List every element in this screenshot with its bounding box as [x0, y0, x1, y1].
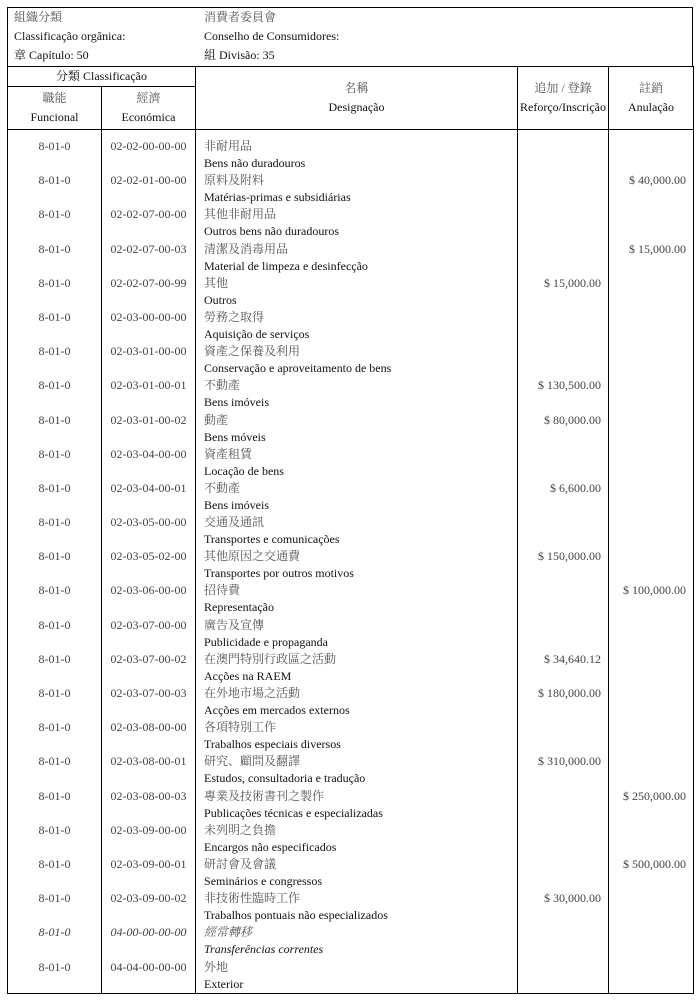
reinforcement-amount: $ 6,600.00	[518, 480, 609, 514]
designation-zh: 未列明之負擔	[204, 822, 277, 837]
reinforcement-amount: $ 15,000.00	[518, 275, 609, 309]
table-row	[8, 480, 694, 514]
designation-zh: 資產租賃	[204, 446, 253, 461]
designation-zh: 各項特別工作	[204, 720, 277, 735]
designation	[196, 617, 518, 651]
reinforcement-amount	[518, 959, 609, 994]
economic-code: 02-02-07-00-99	[102, 275, 196, 309]
table-row	[8, 206, 694, 240]
org-label-pt: Classificação orgânica:	[14, 29, 126, 43]
designation-zh: 研討會及會議	[204, 856, 277, 871]
designation	[196, 309, 518, 343]
cancellation-amount	[609, 719, 694, 753]
reinforcement-amount	[518, 241, 609, 275]
table-row	[8, 172, 694, 206]
table-row	[8, 856, 694, 890]
designation	[196, 206, 518, 240]
designation	[196, 651, 518, 685]
entity-name-zh: 消費者委員會	[204, 10, 277, 24]
economic-code: 02-03-09-00-01	[102, 856, 196, 890]
functional-code: 8-01-0	[8, 206, 102, 240]
cancellation-header: 註銷 Anulação	[609, 67, 694, 130]
designation	[196, 514, 518, 548]
reinforcement-amount	[518, 822, 609, 856]
economic-code: 02-02-07-00-00	[102, 206, 196, 240]
designation	[196, 446, 518, 480]
functional-code: 8-01-0	[8, 582, 102, 616]
designation-pt: Acções na RAEM	[204, 668, 292, 683]
functional-code: 8-01-0	[8, 651, 102, 685]
budget-table	[7, 66, 694, 994]
designation	[196, 582, 518, 616]
cancellation-amount	[609, 685, 694, 719]
table-row	[8, 582, 694, 616]
designation-pt: Aquisição de serviços	[204, 326, 310, 341]
table-row	[8, 924, 694, 958]
designation-zh: 不動產	[204, 378, 241, 393]
table-row	[8, 788, 694, 822]
table-row	[8, 138, 694, 172]
table-row	[8, 241, 694, 275]
designation-pt: Trabalhos especiais diversos	[204, 737, 341, 752]
reinforcement-amount: $ 150,000.00	[518, 548, 609, 582]
designation-zh: 資產之保養及利用	[204, 344, 301, 359]
designation-pt: Conservação e aproveitamento de bens	[204, 361, 392, 376]
functional-code: 8-01-0	[8, 343, 102, 377]
designation-pt: Outros	[204, 292, 237, 307]
entity-name-pt: Conselho de Consumidores:	[204, 29, 340, 43]
designation-zh: 動產	[204, 412, 229, 427]
designation-zh: 專業及技術書刊之製作	[204, 788, 325, 803]
designation-zh: 在澳門特別行政區之活動	[204, 651, 337, 666]
functional-code: 8-01-0	[8, 617, 102, 651]
cancellation-amount	[609, 138, 694, 172]
cancellation-amount	[609, 617, 694, 651]
functional-code: 8-01-0	[8, 241, 102, 275]
reinforcement-amount: $ 180,000.00	[518, 685, 609, 719]
designation-pt: Publicidade e propaganda	[204, 634, 328, 649]
cancellation-amount	[609, 446, 694, 480]
functional-code: 8-01-0	[8, 138, 102, 172]
designation	[196, 138, 518, 172]
economic-code: 02-03-08-00-01	[102, 753, 196, 787]
table-row	[8, 514, 694, 548]
designation	[196, 172, 518, 206]
designation	[196, 377, 518, 411]
economic-code: 02-03-04-00-01	[102, 480, 196, 514]
table-row	[8, 412, 694, 446]
reinforcement-header: 追加 / 登錄 Reforço/Inscrição	[518, 67, 609, 130]
cancellation-amount	[609, 924, 694, 958]
reinforcement-amount: $ 80,000.00	[518, 412, 609, 446]
functional-code: 8-01-0	[8, 172, 102, 206]
cancellation-amount	[609, 377, 694, 411]
reinforcement-amount: $ 30,000.00	[518, 890, 609, 924]
designation-pt: Acções em mercados externos	[204, 703, 350, 717]
table-row	[8, 719, 694, 753]
designation-zh: 其他	[204, 275, 229, 290]
designation-pt: Bens imóveis	[204, 395, 270, 410]
economic-code: 02-03-07-00-00	[102, 617, 196, 651]
designation-zh: 不動產	[204, 480, 241, 495]
cancellation-amount	[609, 480, 694, 514]
cancellation-amount: $ 500,000.00	[609, 856, 694, 890]
designation-header: 名稱 Designação	[196, 67, 518, 130]
cancellation-amount	[609, 890, 694, 924]
economic-code: 02-03-01-00-00	[102, 343, 196, 377]
reinforcement-amount: $ 130,500.00	[518, 377, 609, 411]
designation-pt: Trabalhos pontuais não especializados	[204, 908, 388, 923]
economic-code: 02-03-01-00-01	[102, 377, 196, 411]
designation-zh: 交通及通訊	[204, 515, 265, 530]
designation-pt: Locação de bens	[204, 463, 284, 478]
designation-pt: Encargos não especificados	[204, 839, 337, 854]
economic-code: 02-03-09-00-02	[102, 890, 196, 924]
designation-zh: 原料及附料	[204, 173, 265, 188]
designation-pt: Transportes e comunicações	[204, 532, 340, 547]
economic-code: 02-02-01-00-00	[102, 172, 196, 206]
functional-code: 8-01-0	[8, 788, 102, 822]
table-row	[8, 309, 694, 343]
designation-zh: 非技術性臨時工作	[204, 891, 301, 906]
economic-code: 02-03-08-00-00	[102, 719, 196, 753]
designation	[196, 343, 518, 377]
table-row	[8, 343, 694, 377]
functional-code: 8-01-0	[8, 548, 102, 582]
table-row	[8, 446, 694, 480]
designation-zh: 勞務之取得	[204, 309, 265, 324]
designation-zh: 在外地市場之活動	[204, 686, 301, 700]
reinforcement-amount	[518, 446, 609, 480]
designation	[196, 480, 518, 514]
reinforcement-amount	[518, 719, 609, 753]
economic-code: 02-02-00-00-00	[102, 138, 196, 172]
economic-code: 02-03-07-00-02	[102, 651, 196, 685]
reinforcement-amount	[518, 343, 609, 377]
economic-code: 02-03-00-00-00	[102, 309, 196, 343]
cancellation-amount	[609, 309, 694, 343]
designation	[196, 412, 518, 446]
designation-pt: Representação	[204, 600, 274, 615]
table-row	[8, 548, 694, 582]
designation-pt: Transportes por outros motivos	[204, 566, 354, 581]
economic-header: 經濟 Económica	[102, 87, 196, 130]
division-label: 組 Divisão: 35	[204, 48, 275, 62]
designation	[196, 241, 518, 275]
designation-pt: Exterior	[204, 976, 244, 991]
reinforcement-amount	[518, 924, 609, 958]
designation-pt: Bens móveis	[204, 429, 266, 444]
chapter-label: 章 Capítulo: 50	[14, 48, 89, 62]
functional-code: 8-01-0	[8, 377, 102, 411]
reinforcement-amount	[518, 309, 609, 343]
cancellation-amount	[609, 651, 694, 685]
designation-zh: 其他非耐用品	[204, 207, 277, 222]
economic-code: 02-03-09-00-00	[102, 822, 196, 856]
designation	[196, 685, 518, 719]
designation	[196, 275, 518, 309]
economic-code: 02-03-05-00-00	[102, 514, 196, 548]
table-row	[8, 959, 694, 994]
functional-code: 8-01-0	[8, 685, 102, 719]
designation-pt: Bens imóveis	[204, 497, 270, 512]
designation	[196, 719, 518, 753]
functional-code: 8-01-0	[8, 412, 102, 446]
table-row	[8, 377, 694, 411]
reinforcement-amount	[518, 206, 609, 240]
designation	[196, 924, 518, 958]
reinforcement-amount	[518, 172, 609, 206]
table-row	[8, 822, 694, 856]
designation-zh: 廣告及宣傳	[204, 617, 265, 632]
cancellation-amount: $ 100,000.00	[609, 582, 694, 616]
designation-pt: Transferências correntes	[204, 942, 324, 957]
reinforcement-amount	[518, 514, 609, 548]
table-row	[8, 275, 694, 309]
reinforcement-amount	[518, 617, 609, 651]
cancellation-amount	[609, 548, 694, 582]
functional-code: 8-01-0	[8, 959, 102, 994]
table-row	[8, 617, 694, 651]
cancellation-amount: $ 40,000.00	[609, 172, 694, 206]
economic-code: 02-03-07-00-03	[102, 685, 196, 719]
designation	[196, 822, 518, 856]
designation-pt: Seminários e congressos	[204, 873, 322, 888]
cancellation-amount: $ 250,000.00	[609, 788, 694, 822]
cancellation-amount	[609, 959, 694, 994]
org-label-zh: 組織分類	[14, 10, 63, 24]
economic-code: 02-03-01-00-02	[102, 412, 196, 446]
cancellation-amount	[609, 343, 694, 377]
designation-pt: Material de limpeza e desinfecção	[204, 258, 368, 273]
classification-header: 分類 Classificação	[8, 67, 196, 87]
functional-code: 8-01-0	[8, 856, 102, 890]
reinforcement-amount	[518, 856, 609, 890]
designation-zh: 研究、顧問及翻譯	[204, 754, 301, 769]
cancellation-amount	[609, 206, 694, 240]
economic-code: 02-03-04-00-00	[102, 446, 196, 480]
designation-zh: 其他原因之交通費	[204, 549, 301, 564]
functional-code: 8-01-0	[8, 753, 102, 787]
designation	[196, 548, 518, 582]
designation-pt: Publicações técnicas e especializadas	[204, 805, 383, 820]
reinforcement-amount	[518, 582, 609, 616]
table-row	[8, 651, 694, 685]
designation-pt: Matérias-primas e subsidiárias	[204, 190, 351, 205]
economic-code: 02-03-08-00-03	[102, 788, 196, 822]
cancellation-amount	[609, 275, 694, 309]
table-row	[8, 890, 694, 924]
functional-code: 8-01-0	[8, 924, 102, 958]
designation-zh: 清潔及消毒用品	[204, 241, 289, 256]
cancellation-amount	[609, 822, 694, 856]
economic-code: 04-00-00-00-00	[102, 924, 196, 958]
reinforcement-amount: $ 310,000.00	[518, 753, 609, 787]
cancellation-amount	[609, 753, 694, 787]
functional-code: 8-01-0	[8, 719, 102, 753]
functional-code: 8-01-0	[8, 822, 102, 856]
organic-classification-header	[7, 7, 693, 66]
cancellation-amount	[609, 514, 694, 548]
designation-zh: 外地	[204, 959, 229, 974]
functional-code: 8-01-0	[8, 514, 102, 548]
designation-pt: Bens não duradouros	[204, 156, 306, 170]
economic-code: 04-04-00-00-00	[102, 959, 196, 994]
designation	[196, 788, 518, 822]
functional-header: 職能 Funcional	[8, 87, 102, 130]
designation-zh: 經常轉移	[204, 925, 253, 940]
designation	[196, 890, 518, 924]
designation-pt: Outros bens não duradouros	[204, 224, 339, 239]
table-row	[8, 753, 694, 787]
table-row	[8, 685, 694, 719]
economic-code: 02-03-05-02-00	[102, 548, 196, 582]
functional-code: 8-01-0	[8, 890, 102, 924]
reinforcement-amount: $ 34,640.12	[518, 651, 609, 685]
designation-zh: 招待費	[204, 583, 241, 598]
functional-code: 8-01-0	[8, 309, 102, 343]
designation-pt: Estudos, consultadoria e tradução	[204, 771, 366, 786]
cancellation-amount: $ 15,000.00	[609, 241, 694, 275]
functional-code: 8-01-0	[8, 480, 102, 514]
functional-code: 8-01-0	[8, 446, 102, 480]
functional-code: 8-01-0	[8, 275, 102, 309]
cancellation-amount	[609, 412, 694, 446]
designation	[196, 753, 518, 787]
economic-code: 02-03-06-00-00	[102, 582, 196, 616]
reinforcement-amount	[518, 138, 609, 172]
designation-zh: 非耐用品	[204, 139, 253, 153]
designation	[196, 856, 518, 890]
economic-code: 02-02-07-00-03	[102, 241, 196, 275]
reinforcement-amount	[518, 788, 609, 822]
designation	[196, 959, 518, 994]
